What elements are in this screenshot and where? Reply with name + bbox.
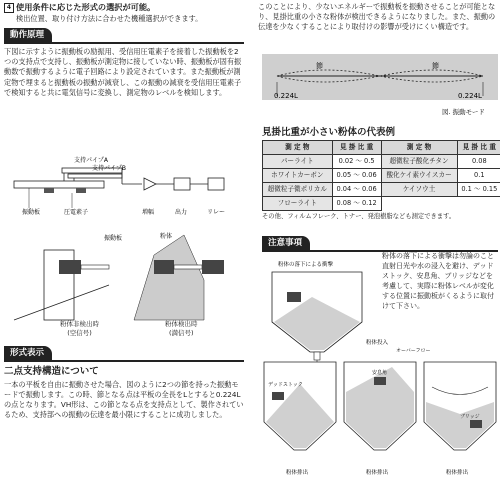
notes-header-bar [262, 236, 498, 252]
sensor-1 [287, 292, 301, 302]
item-number: 4 [4, 3, 14, 13]
dist-right-label: 0.224L [458, 92, 482, 100]
table-row: フローライト 0.08 ～ 0.12 [263, 197, 500, 211]
right-top-text: このことにより、少ないエネルギーで振動板を振動させることが可能となり、見掛比重の小さな粉体が検出できるようになりました。また、振動の伝達を少なくすることにより取付けの影響が受けにくい構造です。 [258, 2, 496, 32]
caption-full: 粉体検出時 (満信号) [165, 320, 198, 338]
label-relay: リレー [207, 209, 226, 216]
principle-diagram [4, 148, 244, 228]
principle-text: 下図に示すように振動板の励振用、受信用圧電素子を接着した振動板を2つの支持点で支持し、振動板が測定物に接していない時、振動板が固有振動数で振動するように電子回路により設定されています。また振動板が測定物で埋まると振動板の振動が減衰し、この振動の減衰を受信用圧電素子で検知すると共に電気信号に変換し、測定物のレベルを検知します。 [4, 46, 242, 97]
vibration-mode-figure [262, 54, 498, 122]
node-left-label: 節 [316, 62, 323, 70]
table-header-row: 測 定 物 見 掛 比 重 測 定 物 見 掛 比 重 [263, 141, 500, 155]
principle-header: 動作原理 [4, 28, 52, 42]
powder-table [262, 140, 500, 211]
silo-figures [262, 252, 498, 482]
label-output: 出力 [175, 209, 188, 216]
mode-caption: 図. 振動モード [442, 108, 485, 116]
table-title: 見掛比重が小さい粉体の代表例 [262, 127, 396, 138]
piezo-element-1 [44, 188, 54, 193]
label-vibrator-sub: 振動板 [104, 235, 123, 242]
feature-item-4 [4, 2, 244, 14]
label-support-pipe-b: 支持パイプB [92, 165, 126, 172]
label-vibrator: 振動板 [22, 209, 41, 216]
format-header-bar [4, 346, 244, 362]
sensor-3 [374, 377, 386, 385]
vibrator-empty [81, 265, 109, 269]
principle-header-bar [4, 28, 244, 44]
format-section [4, 346, 244, 420]
amplifier-icon [144, 178, 156, 190]
label-out-3: 粉体排出 [366, 470, 389, 476]
item-title: 使用条件に応じた形式の選択が可能。 [16, 2, 156, 12]
vibrator-plate-shape [14, 181, 104, 188]
label-powder: 粉体 [160, 233, 173, 240]
label-amplifier: 増幅 [142, 209, 155, 216]
support-pipe-b-shape [68, 174, 122, 178]
item-description: 検出位置、取り付け方法に合わせた機種選択ができます。 [16, 13, 203, 23]
sensor-body-full [154, 260, 174, 274]
label-bridge: ブリッジ [460, 414, 480, 420]
label-impact: 粉体の落下による衝撃 [278, 262, 334, 268]
twopoint-text: 一本の平板を自由に振動させた場合、図のように2つの節を持った振動モードで振動します。この時、節となる点は平板の全長をLとすると0.224Lの点となります。VH形は、この節となる点を支持点として、製作されているため、支持部への振動の伝達を最小限にすることに成功しました。 [4, 379, 244, 420]
twopoint-title: 二点支持構造について [4, 366, 99, 378]
powder-table-section [262, 124, 500, 222]
label-overflow: オーバーフロー [396, 348, 431, 354]
output-block [174, 178, 190, 190]
right-column [258, 2, 498, 33]
label-dead-stock: デッドストック [268, 382, 303, 388]
label-repose: 安息角 [372, 370, 388, 376]
notes-text: 粉体の落下による衝撃は勿論のこと直射日光や水の浸入を避け、デッドストック、安息角、ブリッジなどを考慮して、実際に粉体レベルが変化する位置に振動板がくるように取付けて下さい。 [382, 252, 494, 310]
relay-block [208, 178, 224, 190]
table-note: その他、フィルムフレーク、トナー、発泡樹脂なども測定できます。 [262, 213, 456, 221]
table-row: 超微粒子微ポリカル 0.04 ～ 0.06 ケイソウ土 0.1 ～ 0.15 [263, 183, 500, 197]
piezo-element-2 [76, 188, 86, 193]
node-right-label: 節 [432, 62, 439, 70]
label-support-pipe-a: 支持パイプA [74, 157, 108, 164]
format-header: 形式表示 [4, 346, 52, 360]
caption-empty: 粉体非検出時 (空信号) [60, 320, 99, 338]
label-out-4: 粉体排出 [446, 470, 469, 476]
label-powder-in: 粉体投入 [366, 340, 389, 346]
notes-header: 注意事項 [262, 236, 310, 250]
sensor-2 [272, 392, 284, 400]
table-row: パーライト 0.02 ～ 0.5 超微粒子酸化チタン 0.08 [263, 155, 500, 169]
label-piezo: 圧電素子 [64, 209, 89, 216]
level-detection-figure [4, 230, 244, 330]
sensor-body-empty [59, 260, 81, 274]
vibrator-full [174, 265, 202, 269]
dist-left-label: 0.224L [274, 92, 298, 100]
label-out-2: 粉体排出 [286, 470, 309, 476]
left-column [4, 2, 244, 98]
table-row: ホワイトカーボン 0.05 ～ 0.06 酸化ケイ素ウイスカー 0.1 [263, 169, 500, 183]
sensor-4 [470, 420, 482, 428]
powder-heap [134, 235, 204, 320]
